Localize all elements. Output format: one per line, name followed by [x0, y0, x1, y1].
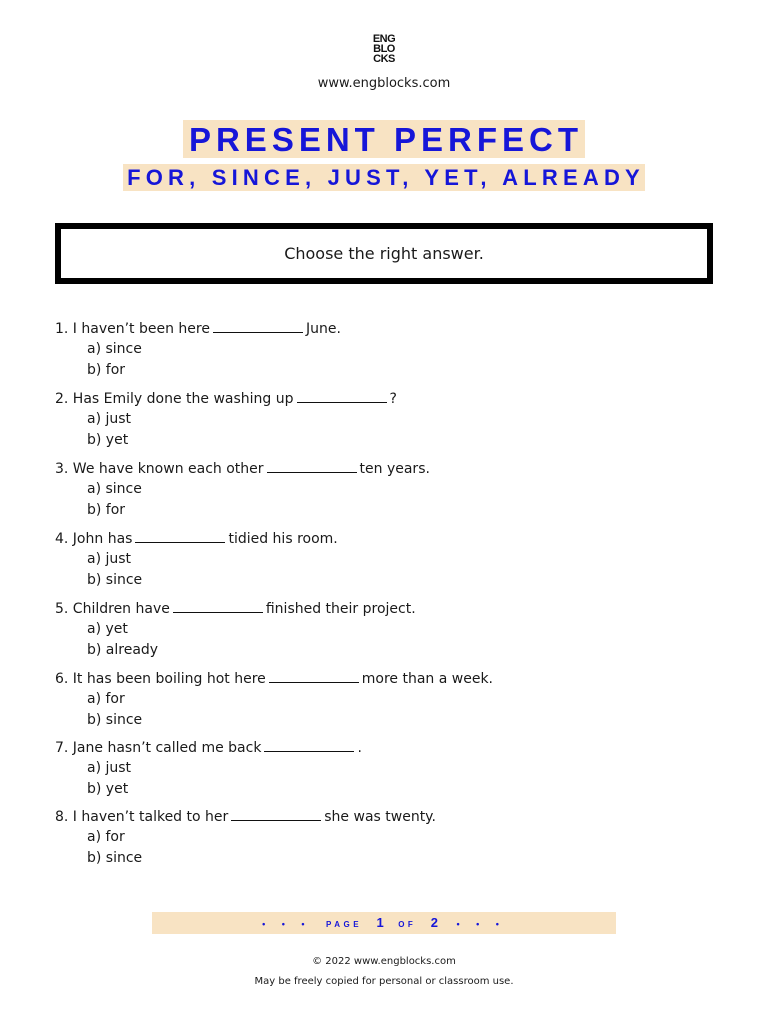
question-item	[55, 528, 715, 591]
answer-blank	[213, 318, 303, 333]
option-b: b) for	[87, 502, 126, 518]
instruction-box	[55, 223, 713, 284]
option-a: a) just	[87, 760, 132, 776]
option-b: b) yet	[87, 781, 129, 797]
site-url[interactable]: www.engblocks.com	[317, 76, 451, 91]
question-text: 2. Has Emily done the washing up	[55, 391, 294, 407]
question-text: 8. I haven’t talked to her	[55, 809, 229, 825]
answer-blank	[135, 528, 225, 543]
question-item	[55, 458, 715, 521]
question-text: 6. It has been boiling hot here	[55, 671, 266, 687]
question-text: 5. Children have	[55, 601, 170, 617]
logo-line: ENG	[372, 33, 396, 45]
question-text: 3. We have known each other	[55, 461, 264, 477]
question-item	[55, 318, 715, 381]
question-text-end: tidied his room.	[228, 531, 338, 547]
of-label: OF	[398, 920, 417, 929]
footer-copyright-block	[0, 952, 768, 992]
answer-blank	[267, 458, 357, 473]
page-total: 2	[430, 915, 438, 930]
license-text: May be freely copied for personal or classroom use.	[254, 976, 514, 987]
question-text-end: more than a week.	[361, 671, 494, 687]
question-text-end: finished their project.	[265, 601, 416, 617]
dots-left: • • •	[262, 919, 312, 929]
option-a: a) just	[87, 551, 132, 567]
engblocks-logo	[0, 34, 768, 64]
worksheet-title: PRESENT PERFECT	[183, 120, 585, 158]
answer-blank	[264, 737, 354, 752]
question-item	[55, 806, 715, 869]
logo-line: BLO	[373, 43, 395, 55]
option-a: a) for	[87, 691, 125, 707]
option-a: a) just	[87, 411, 132, 427]
question-text-end: ?	[389, 391, 397, 407]
option-b: b) for	[87, 362, 126, 378]
option-b: b) since	[87, 850, 143, 866]
worksheet-subtitle: FOR, SINCE, JUST, YET, ALREADY	[123, 164, 645, 191]
question-item	[55, 388, 715, 451]
question-text-end: ten years.	[359, 461, 430, 477]
question-item	[55, 737, 715, 800]
instruction-text: Choose the right answer.	[284, 244, 484, 263]
dots-right: • • •	[456, 919, 506, 929]
option-a: a) since	[87, 341, 142, 357]
logo-line: CKS	[373, 53, 395, 65]
option-a: a) since	[87, 481, 142, 497]
option-b: b) since	[87, 572, 143, 588]
option-b: b) since	[87, 712, 143, 728]
page-indicator	[152, 912, 616, 934]
answer-blank	[269, 668, 359, 683]
copyright-text: © 2022 www.engblocks.com	[312, 956, 456, 967]
option-a: a) for	[87, 829, 125, 845]
option-b: b) yet	[87, 432, 129, 448]
question-text-end: she was twenty.	[324, 809, 436, 825]
question-text: 7. Jane hasn’t called me back	[55, 740, 262, 756]
answer-blank	[231, 806, 321, 821]
question-text-end: .	[357, 740, 362, 756]
question-text: 4. John has	[55, 531, 133, 547]
option-b: b) already	[87, 642, 159, 658]
question-text-end: June.	[305, 321, 341, 337]
page-number: 1	[376, 915, 384, 930]
question-text: 1. I haven’t been here	[55, 321, 210, 337]
question-item	[55, 598, 715, 661]
option-a: a) yet	[87, 621, 128, 637]
page-label: PAGE	[325, 920, 363, 929]
answer-blank	[173, 598, 263, 613]
answer-blank	[297, 388, 387, 403]
question-item	[55, 668, 715, 731]
